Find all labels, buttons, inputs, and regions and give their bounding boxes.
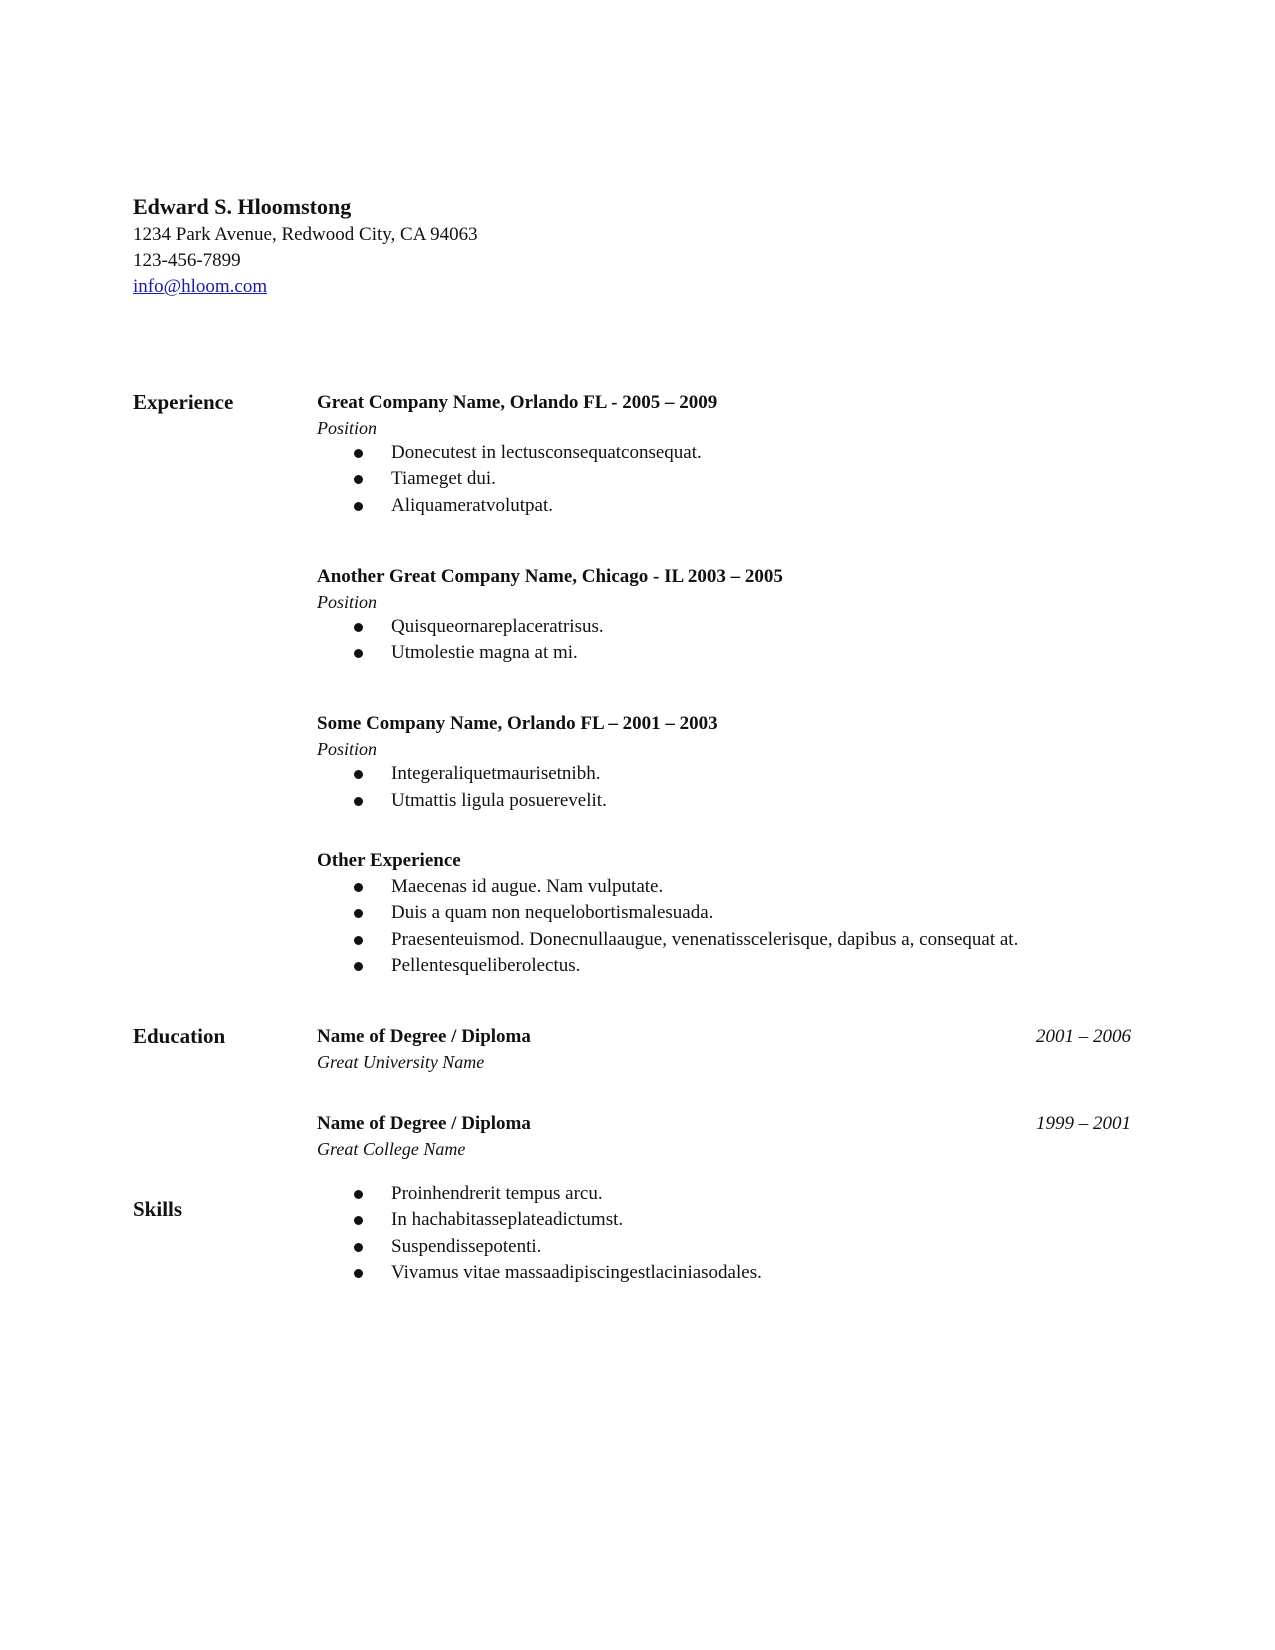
bullet-text: Proinhendrerit tempus arcu. (391, 1183, 603, 1204)
bullet-text: Suspendissepotenti. (391, 1235, 542, 1257)
bullet-dot-icon (354, 1216, 363, 1225)
job-bullets (317, 440, 1131, 519)
bullet-text: Tiameget dui. (391, 468, 496, 490)
bullet-dot-icon (354, 797, 363, 806)
list-item (317, 466, 1131, 492)
job-entry (317, 711, 1131, 814)
other-experience (317, 848, 1131, 979)
bullet-text: Aliquameratvolutpat. (391, 494, 553, 516)
list-item (317, 1260, 1131, 1286)
bullet-text: Praesenteuismod. Donecnullaaugue, venenatisscelerisque, dapibus a, consequat at. (391, 928, 1019, 950)
list-item (317, 640, 1131, 666)
bullet-dot-icon (354, 502, 363, 511)
education-dates: 1999 – 2001 (1036, 1113, 1131, 1134)
list-item (317, 927, 1131, 953)
bullet-text: Integeraliquetmaurisetnibh. (391, 763, 601, 785)
list-item (317, 614, 1131, 640)
list-item (317, 1234, 1131, 1260)
job-entry (317, 390, 1131, 519)
bullet-dot-icon (354, 649, 363, 658)
experience-heading: Experience (133, 390, 234, 414)
bullet-dot-icon (354, 770, 363, 779)
skills-body (317, 1181, 1131, 1286)
bullet-dot-icon (354, 623, 363, 632)
job-entry (317, 564, 1131, 667)
education-entry (317, 1024, 1131, 1074)
list-item (317, 788, 1131, 814)
address: 1234 Park Avenue, Redwood City, CA 94063 (133, 224, 478, 245)
degree-name: Name of Degree / Diploma (317, 1026, 531, 1047)
bullet-text: Maecenas id augue. Nam vulputate. (391, 876, 664, 898)
bullet-dot-icon (354, 1269, 363, 1278)
bullet-text: Utmolestie magna at mi. (391, 642, 578, 664)
bullet-text: Duis a quam non nequelobortismalesuada. (391, 902, 714, 924)
bullet-text: In hachabitasseplateadictumst. (391, 1209, 624, 1231)
job-position: Position (317, 591, 378, 612)
school-name: Great College Name (317, 1139, 466, 1159)
bullet-dot-icon (354, 909, 363, 918)
bullet-dot-icon (354, 962, 363, 971)
education-entry (317, 1111, 1131, 1161)
job-title: Another Great Company Name, Chicago - IL 2003 – 2005 (317, 565, 783, 587)
bullet-dot-icon (354, 1243, 363, 1252)
bullet-dot-icon (354, 449, 363, 458)
degree-name: Name of Degree / Diploma (317, 1113, 531, 1134)
education-dates: 2001 – 2006 (1036, 1026, 1131, 1047)
list-item (317, 1181, 1131, 1207)
list-item (317, 493, 1131, 519)
list-item (317, 900, 1131, 926)
education-body (317, 1024, 1131, 1161)
bullet-text: Donecutest in lectusconsequatconsequat. (391, 442, 702, 463)
phone-number: 123-456-7899 (133, 250, 241, 271)
list-item (317, 761, 1131, 787)
bullet-text: Utmattis ligula posuerevelit. (391, 789, 607, 811)
other-experience-bullets (317, 874, 1131, 979)
job-position: Position (317, 418, 378, 438)
list-item (317, 953, 1131, 979)
experience-body (317, 390, 1131, 979)
bullet-text: Quisqueornareplaceratrisus. (391, 615, 604, 637)
list-item (317, 440, 1131, 466)
bullet-text: Pellentesqueliberolectus. (391, 954, 581, 976)
skills-heading: Skills (133, 1197, 183, 1221)
bullet-dot-icon (354, 475, 363, 484)
skills-bullets (317, 1181, 1131, 1286)
resume-header (133, 192, 833, 300)
bullet-dot-icon (354, 883, 363, 892)
list-item (317, 1207, 1131, 1233)
bullet-text: Vivamus vitae massaadipiscingestlaciniasodales. (391, 1261, 762, 1283)
job-position: Position (317, 739, 378, 760)
list-item (317, 874, 1131, 900)
school-name: Great University Name (317, 1052, 485, 1072)
bullet-dot-icon (354, 1190, 363, 1199)
email-link[interactable]: info@hloom.com (133, 276, 268, 297)
education-heading: Education (133, 1024, 226, 1048)
job-bullets (317, 761, 1131, 814)
job-title: Great Company Name, Orlando FL - 2005 – 2009 (317, 392, 718, 413)
job-bullets (317, 614, 1131, 667)
bullet-dot-icon (354, 936, 363, 945)
job-title: Some Company Name, Orlando FL – 2001 – 2003 (317, 713, 718, 735)
other-experience-title: Other Experience (317, 850, 461, 872)
applicant-name: Edward S. Hloomstong (133, 194, 352, 219)
